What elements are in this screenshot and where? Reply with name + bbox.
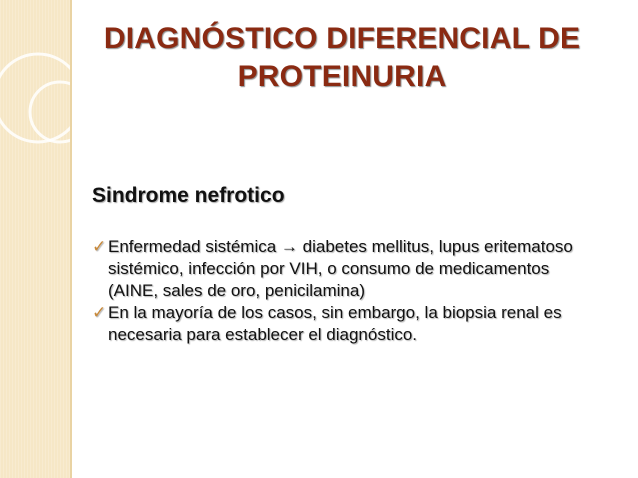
- decorative-left-band: [0, 0, 70, 478]
- bullet-text: Enfermedad sistémica → diabetes mellitus, lupus eritematoso sistémico, infección por VIH, o consumo de medicamentos (AINE, sales de oro, penicilamina): [108, 237, 573, 300]
- bullet-list: [92, 236, 592, 346]
- checkmark-icon: ✓: [92, 237, 107, 256]
- bullet-item: [92, 236, 592, 302]
- title-line-2: PROTEINURIA: [237, 60, 447, 93]
- title-line-1: DIAGNÓSTICO DIFERENCIAL DE: [103, 22, 581, 55]
- checkmark-icon: ✓: [92, 303, 107, 322]
- band-divider: [70, 0, 72, 478]
- bullet-item: [92, 302, 592, 346]
- section-heading: Sindrome nefrotico: [92, 184, 285, 207]
- bullet-text: En la mayoría de los casos, sin embargo, la biopsia renal es necesaria para establecer el diagnóstico.: [108, 303, 562, 344]
- slide-title: [82, 20, 602, 96]
- decorative-circles-icon: [0, 0, 70, 478]
